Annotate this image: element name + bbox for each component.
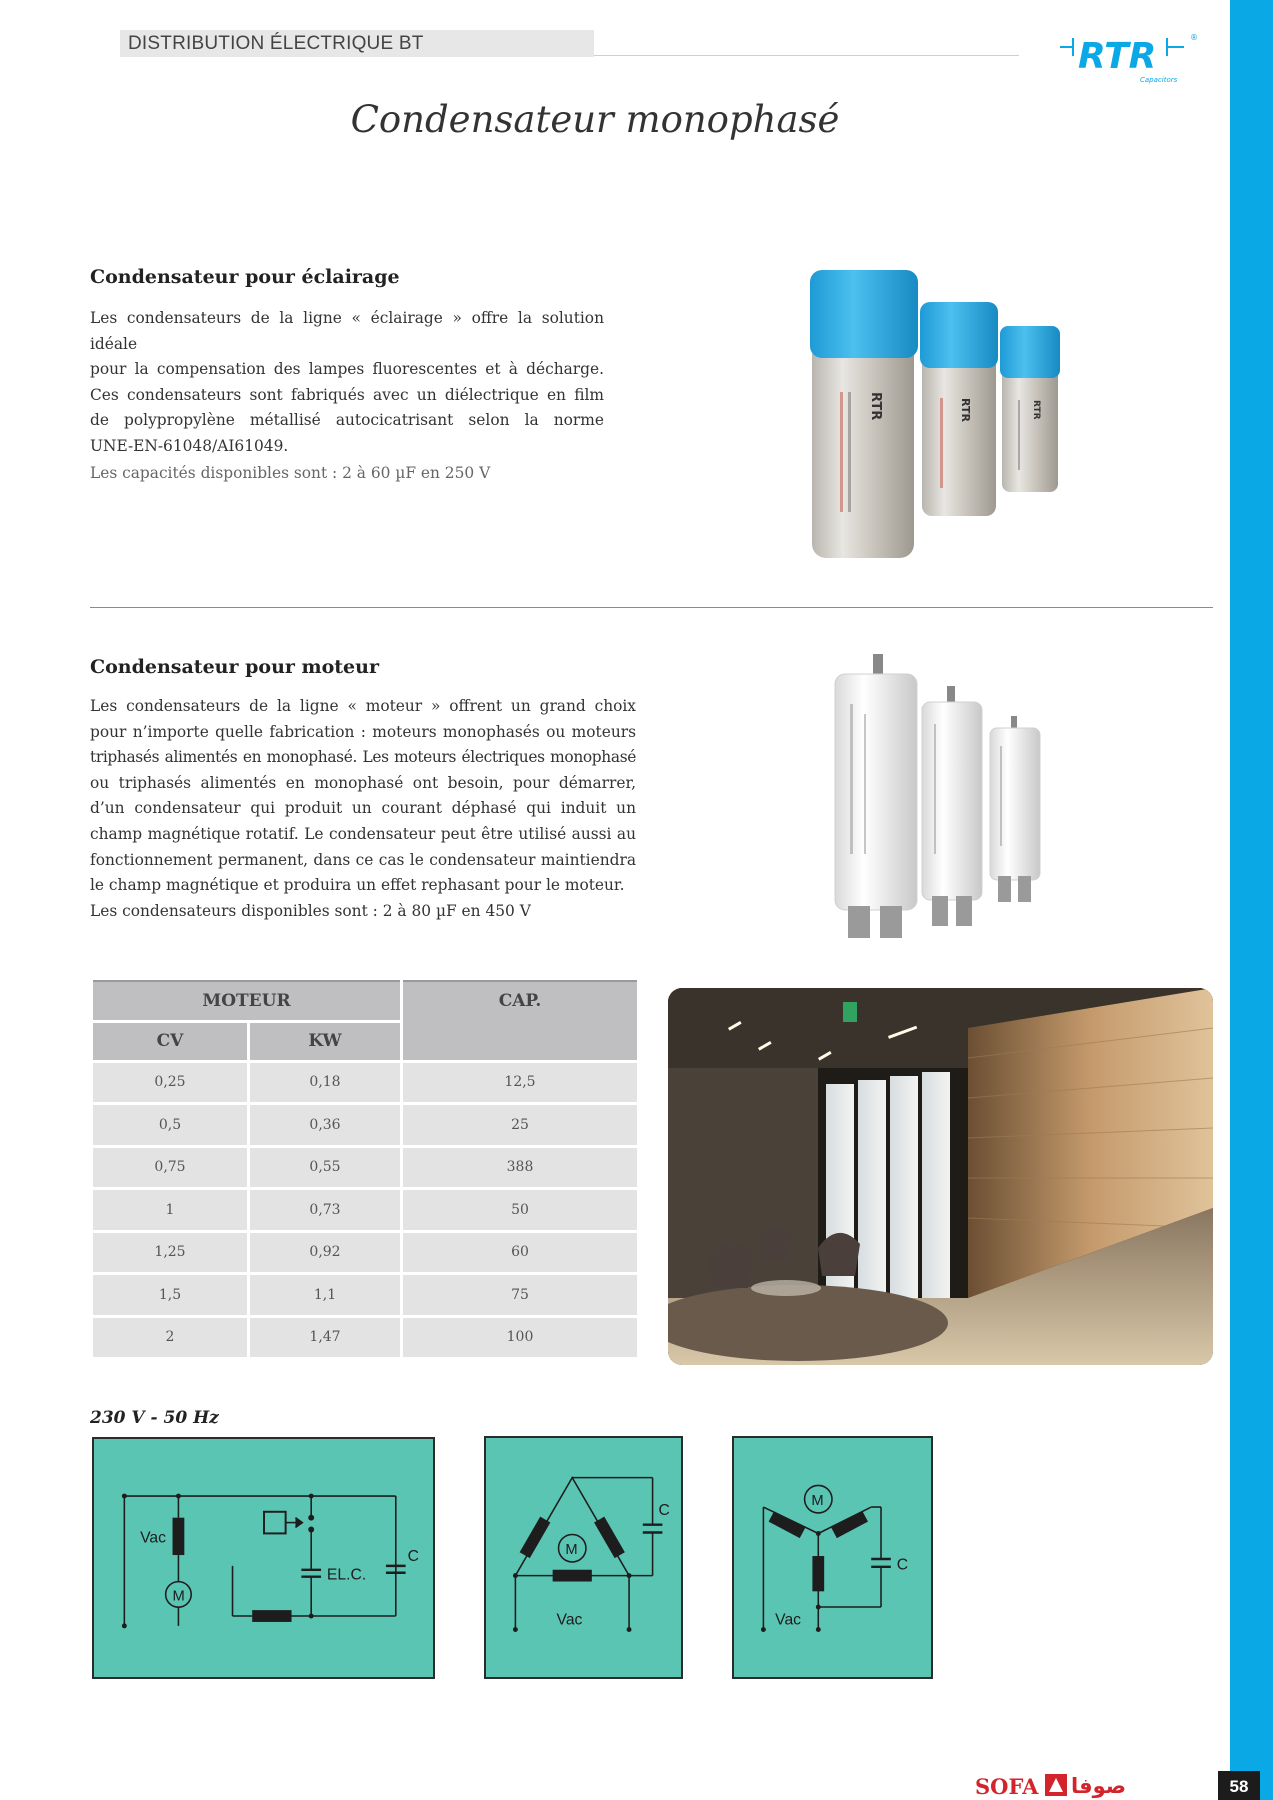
wiring-diagram-single-phase [92, 1437, 435, 1679]
text-line: d’un condensateur qui produit un courant déphasé qui induit un [90, 799, 636, 818]
cell-cv: 0,5 [92, 1104, 249, 1147]
text-line: de polypropylène métallisé autocicatrisant selon la norme [90, 411, 604, 430]
cell-cap: 100 [402, 1316, 639, 1359]
sofa-logo [975, 1770, 1151, 1800]
cell-cap: 50 [402, 1189, 639, 1232]
motor-capacitors-image [830, 654, 1050, 940]
svg-text:M: M [811, 1493, 824, 1510]
svg-text:M: M [172, 1588, 185, 1605]
table-row [92, 1061, 639, 1104]
cell-cap: 25 [402, 1104, 639, 1147]
svg-text:صوفا: صوفا [1071, 1774, 1127, 1798]
logo-text: RTR [1078, 36, 1157, 77]
interior-photo [668, 988, 1213, 1365]
svg-text:M: M [565, 1542, 578, 1559]
motor-capacitor-medium [922, 686, 982, 926]
cell-kw: 0,92 [249, 1231, 402, 1274]
text-line: fonctionnement permanent, dans ce cas le condensateur maintiendra [90, 850, 636, 869]
section-divider [90, 607, 1213, 608]
svg-text:RTR: RTR [959, 398, 972, 422]
cell-cv: 2 [92, 1316, 249, 1359]
svg-text:C: C [896, 1556, 909, 1574]
lighting-capacity-note: Les capacités disponibles sont : 2 à 60 µF en 250 V [90, 464, 491, 482]
logo-registered: ® [1190, 33, 1198, 42]
svg-text:RTR: RTR [1031, 400, 1041, 420]
cell-cv: 1,5 [92, 1274, 249, 1317]
cell-cv: 0,25 [92, 1061, 249, 1104]
text-line: Les condensateurs disponibles sont : 2 à 80 µF en 450 V [90, 901, 531, 920]
wiring-diagram-star [732, 1436, 933, 1679]
motor-section-title: Condensateur pour moteur [90, 656, 379, 678]
svg-text:Vac: Vac [775, 1611, 802, 1629]
svg-text:C: C [407, 1547, 419, 1565]
svg-text:EL.C.: EL.C. [326, 1566, 367, 1584]
table-row [92, 1274, 639, 1317]
cell-cap: 12,5 [402, 1061, 639, 1104]
text-line: pour n’importe quelle fabrication : moteurs monophasés ou moteurs [90, 722, 636, 741]
text-line: champ magnétique rotatif. Le condensateur peut être utilisé aussi au [90, 824, 636, 843]
rtr-logo [1060, 30, 1210, 85]
table-row [92, 1189, 639, 1232]
cell-cap: 388 [402, 1146, 639, 1189]
table-row [92, 1146, 639, 1189]
cell-kw: 1,1 [249, 1274, 402, 1317]
svg-text:C: C [658, 1501, 670, 1519]
cell-cv: 1,25 [92, 1231, 249, 1274]
page-number: 58 [1218, 1771, 1260, 1800]
cell-kw: 1,47 [249, 1316, 402, 1359]
text-line: ou triphasés alimentés en monophasé ont besoin, pour démarrer, [90, 773, 636, 792]
text-line: le champ magnétique et produira un effet rephasant pour le moteur. [90, 876, 625, 895]
table-row [92, 1104, 639, 1147]
page-title: Condensateur monophasé [350, 98, 840, 141]
wiring-diagram-delta [484, 1436, 683, 1679]
svg-text:Vac: Vac [556, 1611, 583, 1629]
text-line: Les condensateurs de la ligne « éclairage » offre la solution idéale [90, 309, 604, 353]
text-line: Ces condensateurs sont fabriqués avec un diélectrique en film [90, 385, 604, 404]
voltage-label: 230 V - 50 Hz [90, 1408, 219, 1428]
cell-kw: 0,55 [249, 1146, 402, 1189]
cell-cap: 60 [402, 1231, 639, 1274]
capacitor-small [1000, 326, 1060, 492]
lighting-section-title: Condensateur pour éclairage [90, 266, 400, 288]
cell-kw: 0,18 [249, 1061, 402, 1104]
motor-capacitor-small [990, 716, 1040, 902]
cell-cv: 1 [92, 1189, 249, 1232]
cell-cap: 75 [402, 1274, 639, 1317]
lighting-description [90, 306, 604, 460]
cell-kw: 0,36 [249, 1104, 402, 1147]
header-rule [594, 55, 1019, 56]
text-line: UNE-EN-61048/AI61049. [90, 436, 289, 455]
side-accent-bar [1230, 0, 1273, 1800]
capacitor-medium [920, 302, 998, 516]
text-line: triphasés alimentés en monophasé. Les moteurs électriques monophasé [90, 748, 636, 767]
capacitor-large [810, 270, 918, 558]
motor-description [90, 694, 636, 924]
table-row [92, 1316, 639, 1359]
table-header-kw: KW [249, 1021, 402, 1061]
cell-cv: 0,75 [92, 1146, 249, 1189]
table-row [92, 1231, 639, 1274]
cell-kw: 0,73 [249, 1189, 402, 1232]
motor-capacitor-large [835, 654, 917, 938]
svg-text:SOFA: SOFA [975, 1774, 1039, 1799]
text-line: pour la compensation des lampes fluorescentes et à décharge. [90, 360, 604, 379]
lighting-capacitors-image [790, 262, 1080, 566]
logo-subtitle: Capacitors [1140, 76, 1178, 84]
svg-text:Vac: Vac [140, 1529, 166, 1547]
table-header-cv: CV [92, 1021, 249, 1061]
section-header: DISTRIBUTION ÉLECTRIQUE BT [120, 30, 594, 57]
motor-capacity-table [90, 980, 640, 1360]
table-header-motor: MOTEUR [92, 981, 402, 1021]
table-header-cap: CAP. [402, 981, 639, 1061]
svg-text:RTR: RTR [868, 392, 883, 421]
text-line: Les condensateurs de la ligne « moteur » offrent un grand choix [90, 697, 636, 715]
